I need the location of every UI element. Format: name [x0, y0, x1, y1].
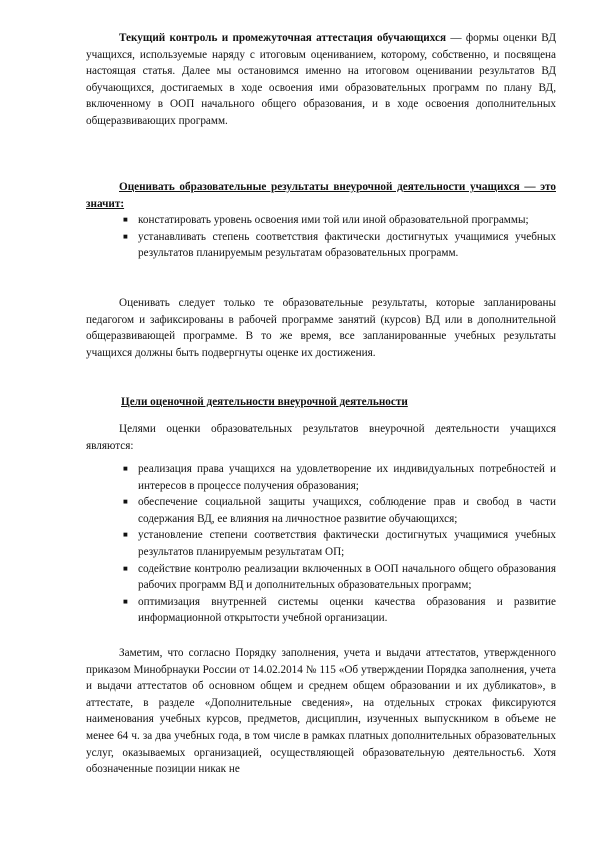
list-item-text: обеспечение социальной защиты учащихся, соблюдение прав и свобод в части содержания ВД, ее влияния на личностное развитие обучающихся; — [138, 496, 556, 525]
list-item-text: реализация права учащихся на удовлетворение их индивидуальных потребностей и интересов в процессе получения образования; — [138, 463, 556, 492]
intro-text: — формы оценки ВД учащихся, используемые наряду с итоговым оцениванием, которому, собственно, и посвящена настоящая статья. Далее мы остановимся именно на итоговом оценивании результатов ВД обучающихся, достигаемых в ходе освоения ими образовательных программ по плану ВД, включенному в ООП начального общего образования, и в ходе освоения дополнительных общеразвивающих программ. — [86, 32, 556, 127]
list-item — [123, 229, 556, 262]
paragraph-3: Заметим, что согласно Порядку заполнения, учета и выдачи аттестатов, утвержденного приказом Минобрнауки России от 14.02.2014 № 115 «Об утверждении Порядка заполнения, учета и выдачи аттестатов об основном общем и среднем общем образовании и их дубликатов», в аттестате, в разделе «Дополнительные сведения», на отдельных строках фиксируются наименования учебных курсов, предметов, дисциплин, изученных выпускником в объеме не менее 64 ч. за два учебных года, в том числе в рамках платных дополнительных образовательных услуг, оказываемых организацией, осуществляющей образовательную деятельность6. Хотя обозначенные позиции никак не — [86, 647, 556, 776]
bullet-icon: ■ — [123, 231, 128, 241]
list-item — [123, 527, 556, 560]
definition-list — [123, 212, 556, 262]
list-item — [123, 212, 556, 229]
list-item-text: оптимизация внутренней системы оценки качества образования и развитие информационной открытости учебной организации. — [138, 595, 556, 625]
bullet-icon: ■ — [123, 596, 128, 606]
goals-heading: Цели оценочной деятельности внеурочной деятельности — [121, 396, 408, 408]
list-item — [123, 461, 556, 494]
intro-bold-lead: Текущий контроль и промежуточная аттестация обучающихся — [119, 32, 447, 44]
list-item-text: содействие контролю реализации включенных в ООП начального общего образования рабочих программ ВД и дополнительных образовательных программ; — [138, 562, 556, 592]
bullet-icon: ■ — [123, 530, 128, 540]
list-item — [123, 594, 556, 627]
goals-intro: Целями оценки образовательных результатов внеурочной деятельности учащихся являются: — [86, 423, 556, 452]
bullet-icon: ■ — [123, 215, 128, 224]
list-item — [123, 494, 556, 527]
goals-list — [123, 461, 556, 627]
list-item-text: констатировать уровень освоения ими той или иной образовательной программы; — [138, 214, 529, 226]
paragraph-2: Оценивать следует только те образовательные результаты, которые запланированы педагогом и зафиксированы в рабочей программе занятий (курсов) ВД или в дополнительной общеразвивающей программе. В то же время, все запланированные учебных результаты учащихся должны быть подвергнуты оценке их достижения. — [86, 297, 556, 359]
list-item-text: устанавливать степень соответствия фактически достигнутых учащимися учебных результатов планируемым результатам образовательных программ. — [138, 230, 556, 260]
list-item — [123, 561, 556, 594]
bullet-icon: ■ — [123, 497, 128, 507]
bullet-icon: ■ — [123, 563, 128, 573]
bullet-icon: ■ — [123, 464, 128, 473]
intro-paragraph — [86, 30, 556, 130]
list-item-text: установление степени соответствия фактически достигнутых учащимися учебных результатов планируемым результатам ОП; — [138, 529, 556, 558]
definition-heading: Оценивать образовательные результаты внеурочной деятельности учащихся — это значит: — [86, 181, 556, 210]
